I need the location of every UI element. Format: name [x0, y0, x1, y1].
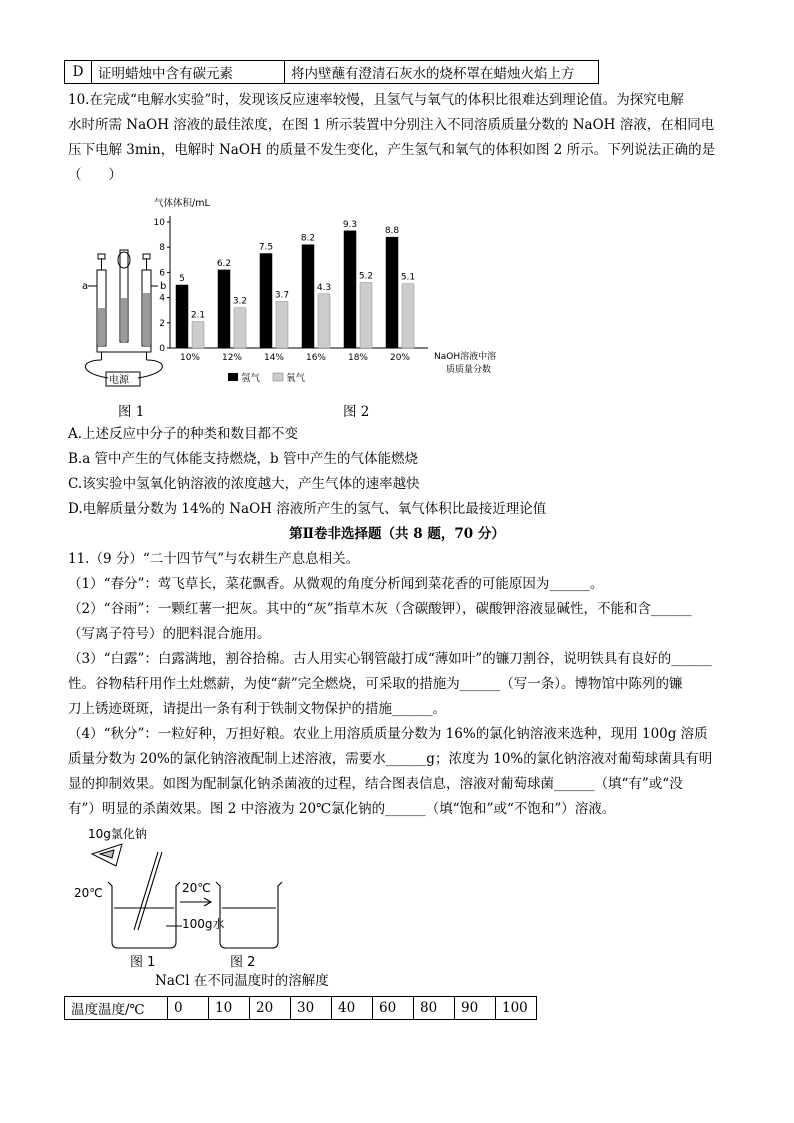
experiment-method: 将内壁蘸有澄清石灰水的烧杯罩在蜡烛火焰上方: [285, 61, 599, 84]
bar-oxygen: [234, 308, 246, 348]
bar-hydrogen: [386, 237, 398, 348]
q11-line-3: （2）“谷雨”：一颗红薯一把灰。其中的“灰”指草木灰（含碳酸钾），碳酸钾溶液显碱性，不能和含______: [68, 601, 692, 617]
temp-arrow-label: 20℃: [182, 881, 211, 895]
x-tick-label: 18%: [347, 353, 369, 363]
q10-option-b: B.a 管中产生的气体能支持燃烧，b 管中产生的气体能燃烧: [68, 451, 418, 467]
experiment-purpose: 证明蜡烛中含有碳元素: [92, 61, 285, 84]
beaker-1-icon: [108, 852, 180, 948]
weighing-paper-icon: [92, 844, 122, 866]
q10-line-2: 水时所需 NaOH 溶液的最佳浓度，在图 1 所示装置中分别注入不同溶质质量分数的 NaOH 溶液，在相同电: [68, 117, 715, 133]
q10-line-4: （ ）: [68, 167, 122, 183]
q11-line-2: （1）“春分”：莺飞草长，菜花飘香。从微观的角度分析闻到菜花香的可能原因为______。: [68, 576, 604, 592]
y-tick-label: 2: [159, 318, 165, 329]
bar-oxygen: [318, 294, 330, 348]
q10-line-1: 10.在完成“电解水实验”时，发现该反应速率较慢，且氢气与氧气的体积比很难达到理论值。为探究电解: [68, 92, 684, 108]
table-cell-temp: 0: [168, 997, 209, 1020]
chart-xlabel-line-2: 质质量分数: [446, 365, 492, 375]
bar-value-label: 6.2: [216, 258, 232, 269]
q11-line-10: 显的抑制效果。如图为配制氯化钠杀菌液的过程，结合图表信息，溶液对葡萄球菌______（填“有”或“没: [68, 776, 683, 792]
tube-a-label: a: [82, 281, 89, 292]
table-cell-temp: 100: [496, 997, 537, 1020]
bar-oxygen: [276, 301, 288, 348]
q11-line-11: 有”）明显的杀菌效果。图 2 中溶液为 20℃氯化钠的______（填“饱和”或“不饱和”）溶液。: [68, 801, 616, 817]
gas-volume-bar-chart: [150, 192, 505, 392]
q10-option-c: C.该实验中氢氧化钠溶液的浓度越大，产生气体的速率越快: [68, 476, 420, 492]
bar-value-label: 5.2: [358, 271, 374, 282]
bar-hydrogen: [344, 231, 356, 348]
bar-value-label: 5: [179, 274, 185, 284]
chart-xlabel-line-1: NaOH溶液中溶: [434, 352, 497, 362]
table-cell-temp: 20: [250, 997, 291, 1020]
bar-value-label: 8.2: [300, 233, 316, 244]
figure-2-caption: 图 2: [343, 404, 370, 420]
legend-label-h2: 氢气: [241, 373, 261, 384]
bar-hydrogen: [218, 270, 230, 348]
section-2-title: 第Ⅱ卷非选择题（共 8 题，70 分）: [289, 526, 505, 542]
salt-label: 10g氯化钠: [88, 827, 147, 841]
x-tick-label: 16%: [305, 353, 327, 363]
y-tick-label: 10: [153, 218, 165, 228]
temp-left-label: 20℃: [74, 886, 103, 900]
legend-swatch-h2: [228, 373, 238, 381]
q11-line-4: （写离子符号）的肥料混合施用。: [68, 626, 271, 642]
option-letter: D: [65, 61, 92, 84]
table-cell-temp: 40: [332, 997, 373, 1020]
solubility-table: [64, 996, 537, 1020]
nacl-dissolution-figure: [70, 822, 300, 972]
x-tick-label: 12%: [221, 353, 243, 363]
q10-option-d: D.电解质量分数为 14%的 NaOH 溶液所产生的氢气、氧气体积比最接近理论值: [68, 501, 547, 517]
y-tick-label: 4: [159, 293, 165, 304]
q11-line-7: 刀上锈迹斑斑，请提出一条有利于铁制文物保护的措施______。: [68, 701, 446, 717]
bar-value-label: 3.2: [232, 296, 248, 307]
bar-oxygen: [360, 282, 372, 348]
q11-line-6: 性。谷物秸秆用作土灶燃薪，为使“薪”完全燃烧，可采取的措施为______（写一条）。博物馆中陈列的镰: [68, 676, 683, 692]
bar-hydrogen: [260, 254, 272, 349]
bar-value-label: 7.5: [258, 242, 274, 253]
bar-value-label: 4.3: [316, 282, 332, 293]
table-cell-temp: 90: [455, 997, 496, 1020]
water-label: 100g水: [182, 917, 225, 931]
bar-value-label: 5.1: [400, 272, 416, 283]
table-header-temperature: 温度温度/℃: [65, 997, 168, 1020]
power-supply-label: 电源: [109, 375, 129, 386]
top-table-row: [64, 60, 599, 84]
tube-b-label: b: [160, 281, 167, 292]
chart-legend: [228, 372, 306, 384]
chart-ylabel: 气体体积/mL: [154, 198, 210, 209]
q11-line-8: （4）“秋分”：一粒好种，万担好粮。农业上用溶质质量分数为 16%的氯化钠溶液来选种，现用 100g 溶质: [68, 726, 708, 742]
table-cell-temp: 80: [414, 997, 455, 1020]
legend-swatch-o2: [273, 373, 283, 381]
bar-value-label: 3.7: [274, 290, 290, 301]
bar-value-label: 9.3: [342, 219, 358, 230]
y-tick-label: 6: [159, 268, 165, 279]
bar-hydrogen: [302, 245, 314, 348]
beaker-fig-1-caption: 图 1: [130, 955, 156, 970]
arrow-right-icon: [180, 898, 211, 906]
figure-1-caption: 图 1: [118, 404, 145, 420]
x-tick-label: 10%: [179, 353, 201, 363]
x-tick-label: 20%: [389, 353, 411, 363]
y-tick-label: 0: [159, 344, 165, 354]
bar-value-label: 8.8: [384, 226, 400, 237]
y-tick-label: 8: [159, 243, 165, 254]
bar-value-label: 2.1: [190, 310, 206, 321]
bar-hydrogen: [176, 285, 188, 348]
bar-oxygen: [192, 322, 204, 348]
x-tick-label: 14%: [263, 353, 285, 363]
q11-line-1: 11.（9 分）“二十四节气”与农耕生产息息相关。: [68, 551, 360, 567]
table-cell-temp: 60: [373, 997, 414, 1020]
q10-line-3: 压下电解 3min，电解时 NaOH 的质量不发生变化，产生氢气和氧气的体积如图 2 所示。下列说法正确的是: [68, 142, 716, 158]
q10-option-a: A.上述反应中分子的种类和数目都不变: [68, 426, 299, 442]
table-cell-temp: 10: [209, 997, 250, 1020]
q11-line-9: 质量分数为 20%的氯化钠溶液配制上述溶液，需要水______g；浓度为 10%的氯化钠溶液对葡萄球菌具有明: [68, 751, 713, 767]
q11-line-5: （3）“白露”：白露满地，割谷拾棉。古人用实心钢管敲打成“薄如叶”的镰刀割谷，说明铁具有良好的______: [68, 651, 712, 667]
legend-label-o2: 氧气: [286, 373, 306, 384]
beaker-fig-2-caption: 图 2: [230, 955, 256, 970]
beaker-2-icon: [216, 882, 282, 948]
bar-oxygen: [402, 284, 414, 348]
solubility-table-caption: NaCl 在不同温度时的溶解度: [155, 973, 329, 989]
table-cell-temp: 30: [291, 997, 332, 1020]
